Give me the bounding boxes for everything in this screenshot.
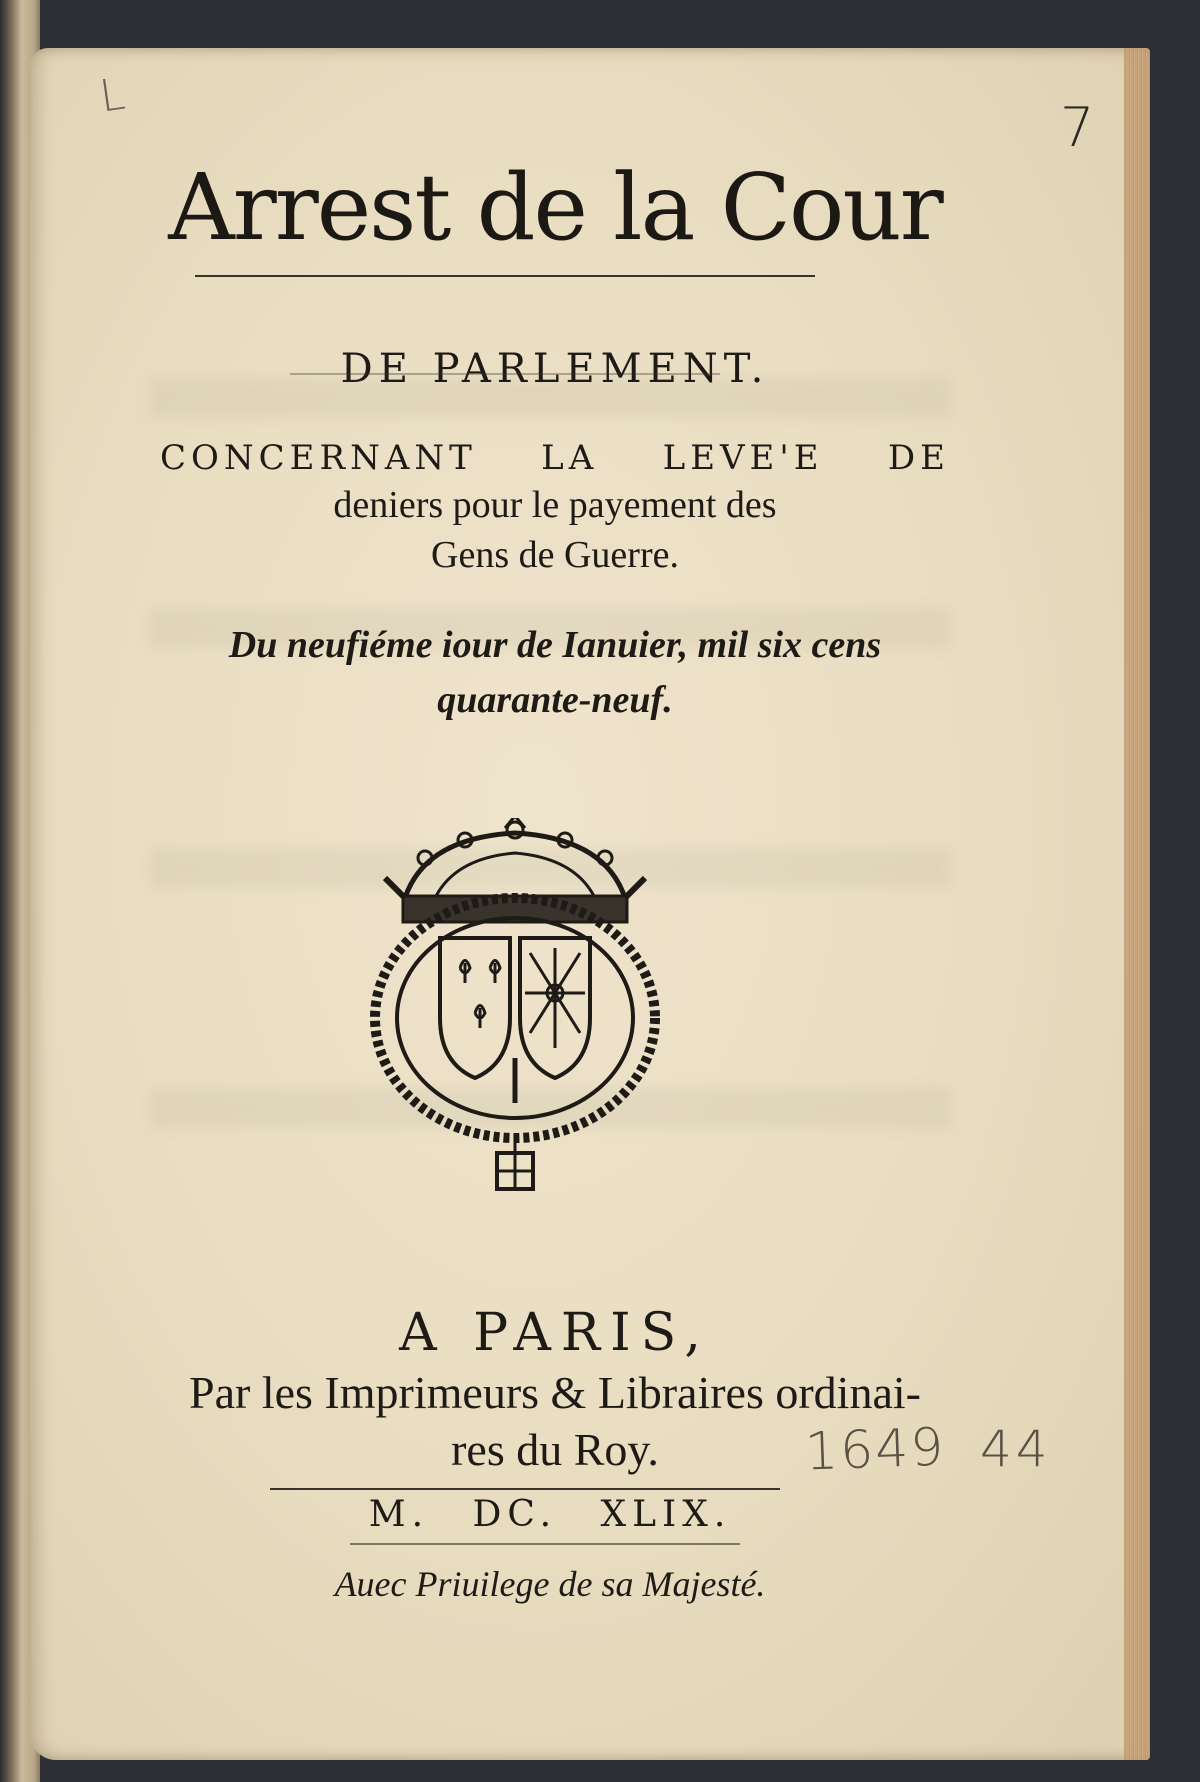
imprint-printer-line-1: Par les Imprimeurs & Libraires ordinai- <box>189 1367 921 1418</box>
imprint-rule <box>270 1488 780 1490</box>
royal-arms-emblem <box>365 818 665 1198</box>
imprint-city: A PARIS, <box>399 1303 711 1363</box>
title-page <box>30 48 1150 1760</box>
pencil-date-note: 1649 <box>803 1417 947 1483</box>
faint-rule <box>290 373 720 375</box>
page-fore-edge <box>1124 48 1150 1760</box>
concerning-line-1 <box>160 438 950 478</box>
pencil-corner-mark: L <box>96 68 128 123</box>
pencil-shelf-note: 44 <box>980 1420 1052 1478</box>
folio-number: 7 <box>1060 96 1095 159</box>
document-subtitle: DE PARLEMENT. <box>340 346 770 392</box>
concerning-line-2: deniers pour le payement des <box>333 484 777 526</box>
concerning-word: LEVE'E <box>662 438 824 478</box>
concerning-word: CONCERNANT <box>160 438 477 478</box>
year-rule <box>350 1543 740 1545</box>
imprint-year: M. DC. XLIX. <box>368 1494 732 1535</box>
document-title: Arrest de la Cour <box>168 154 942 261</box>
date-line-1: Du neufiéme iour de Ianuier, mil six cens <box>228 624 882 666</box>
concerning-word: DE <box>887 438 950 478</box>
title-rule <box>195 275 815 277</box>
date-line-2: quarante-neuf. <box>437 679 673 721</box>
imprint-privilege: Auec Priuilege de sa Majesté. <box>334 1564 766 1604</box>
concerning-line-3: Gens de Guerre. <box>431 534 679 576</box>
imprint-printer-line-2: res du Roy. <box>451 1424 659 1475</box>
concerning-word: LA <box>541 438 599 478</box>
